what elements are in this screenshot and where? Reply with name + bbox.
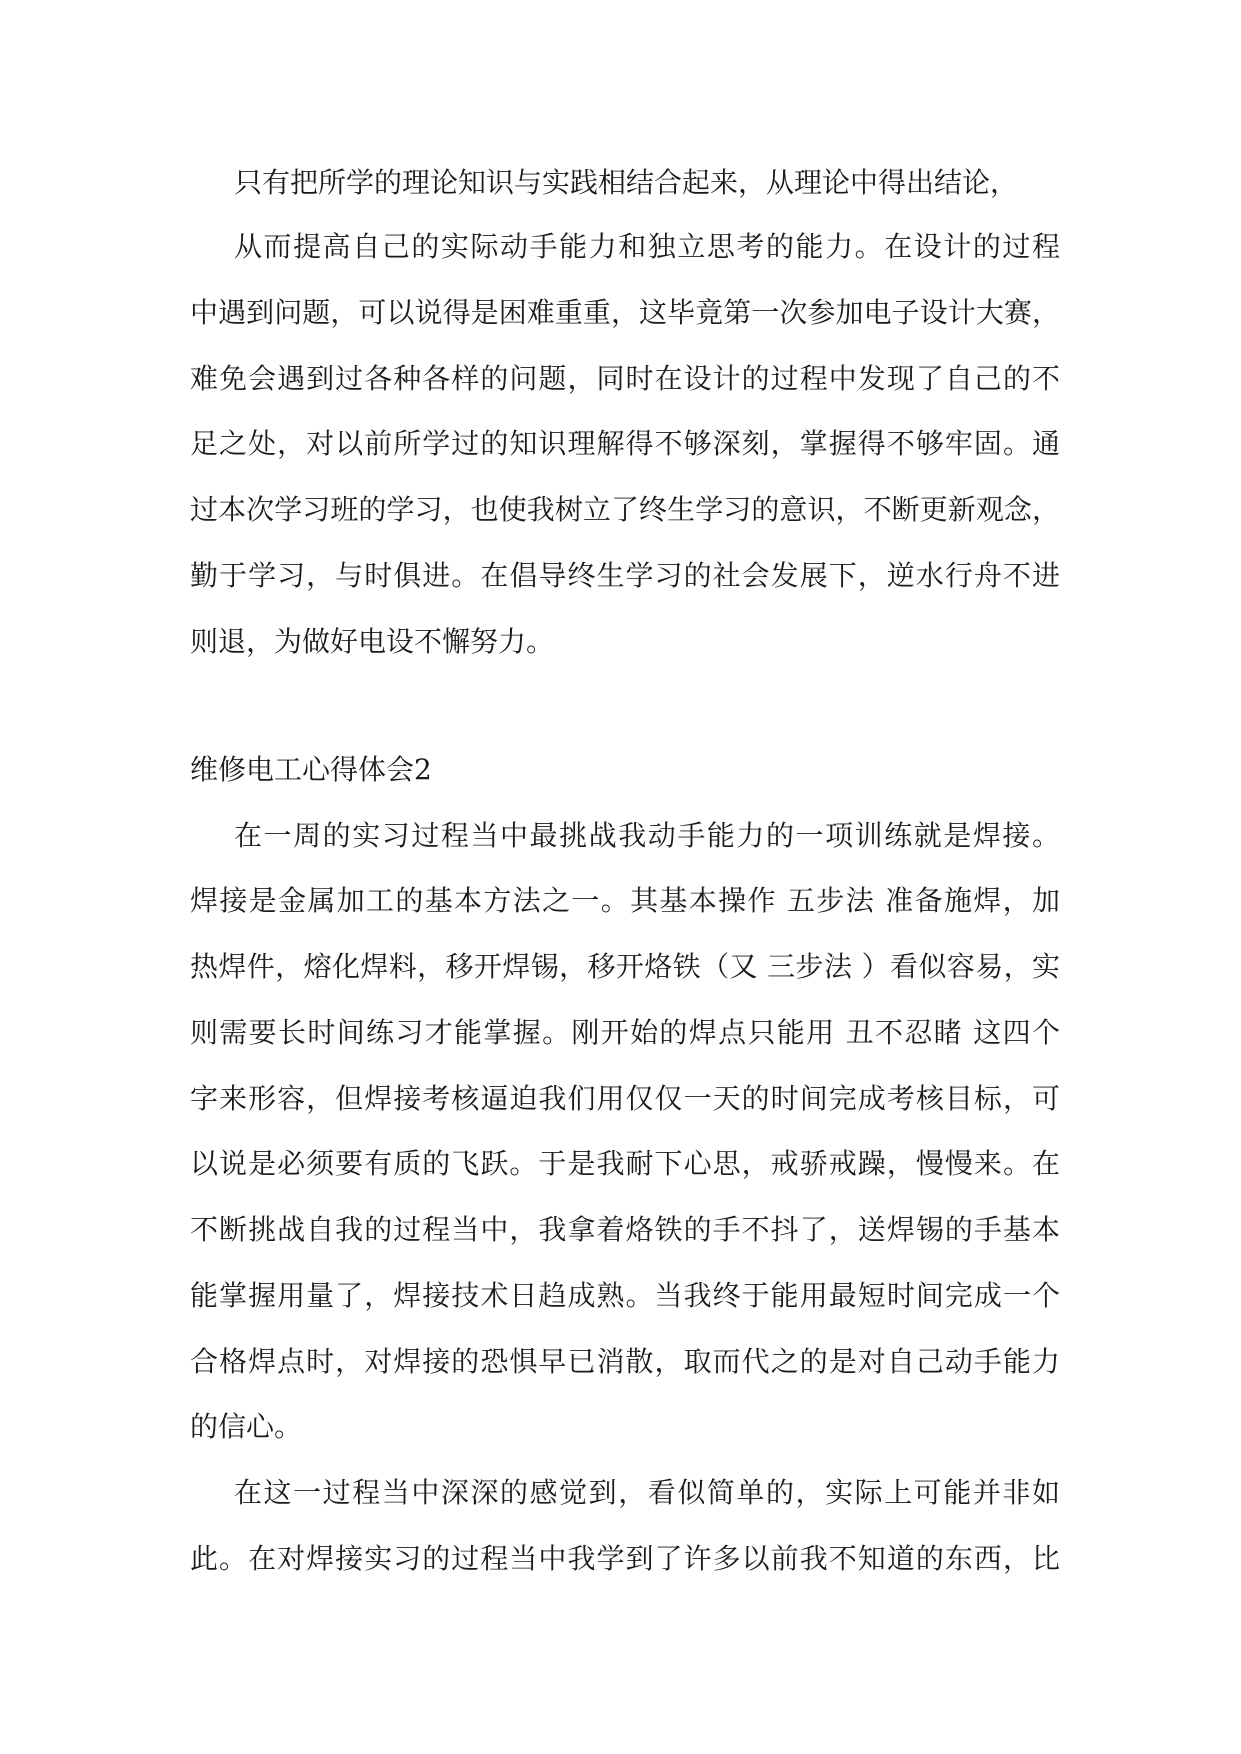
paragraph-line: 合格焊点时，对焊接的恐惧早已消散，取而代之的是对自己动手能力 bbox=[190, 1345, 1060, 1378]
paragraph-line: 中遇到问题，可以说得是困难重重，这毕竟第一次参加电子设计大赛， bbox=[190, 296, 1060, 329]
paragraph-line: 在一周的实习过程当中最挑战我动手能力的一项训练就是焊接。 bbox=[234, 819, 1060, 852]
paragraph-line: 过本次学习班的学习，也使我树立了终生学习的意识，不断更新观念， bbox=[190, 493, 1060, 526]
paragraph-line: 难免会遇到过各种各样的问题，同时在设计的过程中发现了自己的不 bbox=[190, 362, 1060, 395]
paragraph-line: 勤于学习，与时俱进。在倡导终生学习的社会发展下，逆水行舟不进 bbox=[190, 559, 1060, 592]
paragraph-line: 焊接是金属加工的基本方法之一。其基本操作 五步法 准备施焊，加 bbox=[190, 884, 1060, 917]
section-heading: 维修电工心得体会2 bbox=[190, 753, 432, 786]
paragraph-line: 的信心。 bbox=[190, 1410, 303, 1443]
paragraph-line: 能掌握用量了，焊接技术日趋成熟。当我终于能用最短时间完成一个 bbox=[190, 1279, 1060, 1312]
paragraph-line: 以说是必须要有质的飞跃。于是我耐下心思，戒骄戒躁，慢慢来。在 bbox=[190, 1147, 1060, 1180]
paragraph-line: 字来形容，但焊接考核逼迫我们用仅仅一天的时间完成考核目标，可 bbox=[190, 1082, 1060, 1115]
paragraph-line: 从而提高自己的实际动手能力和独立思考的能力。在设计的过程 bbox=[234, 230, 1060, 263]
paragraph-line: 则退，为做好电设不懈努力。 bbox=[190, 625, 555, 658]
paragraph-line: 足之处，对以前所学过的知识理解得不够深刻，掌握得不够牢固。通 bbox=[190, 427, 1060, 460]
paragraph-line: 不断挑战自我的过程当中，我拿着烙铁的手不抖了，送焊锡的手基本 bbox=[190, 1213, 1060, 1246]
paragraph-line: 热焊件，熔化焊料，移开焊锡，移开烙铁（又 三步法 ）看似容易，实 bbox=[190, 950, 1060, 983]
paragraph-line: 在这一过程当中深深的感觉到，看似简单的，实际上可能并非如 bbox=[234, 1476, 1060, 1509]
paragraph-line: 此。在对焊接实习的过程当中我学到了许多以前我不知道的东西，比 bbox=[190, 1542, 1060, 1575]
paragraph-line: 则需要长时间练习才能掌握。刚开始的焊点只能用 丑不忍睹 这四个 bbox=[190, 1016, 1060, 1049]
paragraph-line: 只有把所学的理论知识与实践相结合起来，从理论中得出结论， bbox=[234, 166, 1019, 199]
